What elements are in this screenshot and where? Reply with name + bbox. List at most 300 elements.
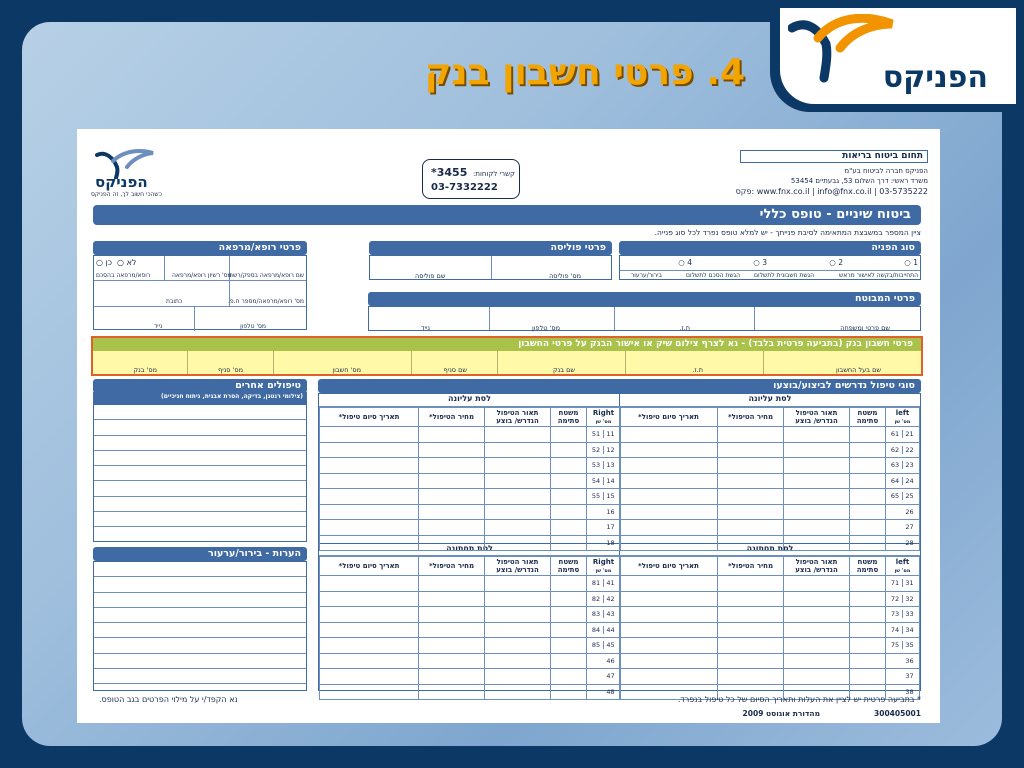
dentist-license-label: מס' רשיון רופא/מרפאה <box>172 272 232 279</box>
tooth-row <box>620 442 920 458</box>
tooth-number-cell <box>886 504 920 520</box>
treatment-input-cell[interactable] <box>784 638 850 654</box>
tooth-number: 38 <box>905 687 914 696</box>
lower-right-teeth-table <box>319 556 621 700</box>
primary-tooth-number: 51 <box>590 430 604 438</box>
treatment-input-cell[interactable] <box>551 576 587 592</box>
treatment-input-cell[interactable] <box>419 427 485 443</box>
right-title: Right <box>592 409 615 417</box>
bank-account-field[interactable] <box>273 351 411 374</box>
tooth-row <box>620 638 920 654</box>
treatment-input-cell[interactable] <box>320 591 419 607</box>
dentist-name-label: שם רופא/מרפאה בספק/רשת <box>229 272 304 279</box>
bank-number-field[interactable] <box>93 351 187 374</box>
treatment-input-cell[interactable] <box>784 473 850 489</box>
form-tagline: כשהכי חשוב לך, זה הפניקס <box>91 191 162 198</box>
tooth-number-cell <box>587 669 621 685</box>
tooth-row <box>320 458 621 474</box>
request-option-2[interactable]: 2 ○ <box>829 258 843 267</box>
treatment-input-cell[interactable] <box>718 489 784 505</box>
treatment-input-cell[interactable] <box>320 442 419 458</box>
tooth-number: 41 <box>606 579 615 588</box>
treatment-input-cell[interactable] <box>718 473 784 489</box>
tooth-number: 12 <box>606 445 615 454</box>
treatment-input-cell[interactable] <box>320 427 419 443</box>
tooth-row <box>320 427 621 443</box>
bank-owner-field[interactable] <box>763 351 921 374</box>
tooth-number: 44 <box>606 625 615 634</box>
request-option-4[interactable]: 4 ○ <box>678 258 692 267</box>
tooth-number: 13 <box>606 461 615 470</box>
left-title: left <box>895 409 910 417</box>
tooth-number-cell <box>886 520 920 536</box>
treatment-input-cell[interactable] <box>784 489 850 505</box>
treatment-input-cell[interactable] <box>320 458 419 474</box>
bank-name-field[interactable] <box>497 351 625 374</box>
treatment-input-cell[interactable] <box>784 458 850 474</box>
tooth-row <box>320 638 621 654</box>
treatment-input-cell[interactable] <box>551 535 587 551</box>
treatment-input-cell[interactable] <box>419 473 485 489</box>
treatment-input-cell[interactable] <box>419 576 485 592</box>
treatment-input-cell[interactable] <box>620 442 718 458</box>
col-surfaces: משטח סתימה <box>850 557 886 576</box>
bank-section-highlight <box>91 336 923 376</box>
primary-tooth-number: 55 <box>590 492 604 500</box>
phone-label: קשרי לקוחות: <box>473 170 515 178</box>
policy-name-label: שם פוליסה <box>415 272 446 280</box>
primary-tooth-number: 62 <box>889 446 903 454</box>
bank-id-label: ת.ז. <box>692 366 703 374</box>
bank-number-label: מס' בנק <box>133 366 157 374</box>
treatment-input-cell[interactable] <box>485 591 551 607</box>
tooth-number: 21 <box>905 430 914 439</box>
insured-name-label: שם פרטי ומשפחה <box>840 324 890 332</box>
treatment-input-cell[interactable] <box>784 442 850 458</box>
tooth-number: 22 <box>905 445 914 454</box>
tooth-number: 14 <box>606 476 615 485</box>
treatment-input-cell[interactable] <box>784 607 850 623</box>
treatment-input-cell[interactable] <box>320 684 419 700</box>
treatment-input-cell[interactable] <box>850 473 886 489</box>
treatment-input-cell[interactable] <box>718 638 784 654</box>
tooth-number-cell <box>886 458 920 474</box>
claim-form <box>77 129 940 723</box>
policy-header: פרטי פוליסה <box>369 241 612 255</box>
tooth-number: 26 <box>905 507 914 516</box>
lower-jaw-label-left: לסת תחתונה <box>319 543 620 556</box>
col-price: מחיר הטיפול* <box>718 557 784 576</box>
phone-long: 03-7332222 <box>431 182 498 193</box>
col-date: תאריך סיום טיפול* <box>320 557 419 576</box>
treatment-input-cell[interactable] <box>485 504 551 520</box>
primary-tooth-number: 72 <box>889 595 903 603</box>
tooth-number-cell <box>886 576 920 592</box>
col-description: תאור הטיפול הנדרש/ בוצע <box>784 408 850 427</box>
treatment-input-cell[interactable] <box>485 669 551 685</box>
bank-branch-number-field[interactable] <box>187 351 273 374</box>
treatment-input-cell[interactable] <box>784 535 850 551</box>
dentist-network-toggle[interactable]: לא ○ כן ○ <box>96 258 137 267</box>
col-description: תאור הטיפול הנדרש/ בוצע <box>485 557 551 576</box>
tooth-number-cell <box>886 638 920 654</box>
col-date: תאריך סיום טיפול* <box>320 408 419 427</box>
treatment-input-cell[interactable] <box>419 684 485 700</box>
col-description: תאור הטיפול הנדרש/ בוצע <box>784 557 850 576</box>
treatment-input-cell[interactable] <box>718 442 784 458</box>
treatment-input-cell[interactable] <box>551 504 587 520</box>
treatment-input-cell[interactable] <box>320 535 419 551</box>
logo-text: הפניקס <box>882 60 988 95</box>
insured-phone-label: מס' טלפון <box>532 324 560 332</box>
primary-tooth-number: 85 <box>590 641 604 649</box>
treatment-input-cell[interactable] <box>320 622 419 638</box>
treatment-input-cell[interactable] <box>620 520 718 536</box>
tooth-row <box>320 473 621 489</box>
contact-line: www.fnx.co.il | info@fnx.co.il | 03-5735222 :פקס <box>735 187 928 196</box>
primary-tooth-number: 63 <box>889 461 903 469</box>
insured-mobile-label: נייד <box>420 324 430 332</box>
treatment-input-cell[interactable] <box>718 427 784 443</box>
treatment-input-cell[interactable] <box>485 520 551 536</box>
treatment-input-cell[interactable] <box>784 591 850 607</box>
treatment-input-cell[interactable] <box>850 622 886 638</box>
tooth-number: 33 <box>905 610 914 619</box>
treatment-input-cell[interactable] <box>485 535 551 551</box>
treatment-input-cell[interactable] <box>850 576 886 592</box>
tooth-number-cell <box>587 535 621 551</box>
tooth-number-cell <box>587 638 621 654</box>
treatment-input-cell[interactable] <box>320 638 419 654</box>
treatment-input-cell[interactable] <box>485 458 551 474</box>
treatment-input-cell[interactable] <box>850 653 886 669</box>
treatment-input-cell[interactable] <box>485 473 551 489</box>
treatment-input-cell[interactable] <box>320 473 419 489</box>
bank-account-label: מס' חשבון <box>332 366 361 374</box>
treatment-input-cell[interactable] <box>718 520 784 536</box>
tooth-number-cell <box>587 576 621 592</box>
request-type-box <box>619 255 921 280</box>
tooth-number: 46 <box>606 656 615 665</box>
slide-title: 4. פרטי חשבון בנק <box>424 52 745 93</box>
bank-branch-number-label: מס' סניף <box>218 366 243 374</box>
tooth-row <box>320 684 621 700</box>
upper-left-teeth-table <box>619 407 920 551</box>
treatment-input-cell[interactable] <box>419 669 485 685</box>
domain-box: תחום ביטוח בריאות <box>740 150 928 163</box>
tooth-row <box>320 576 621 592</box>
request-option-1[interactable]: 1 ○ <box>904 258 918 267</box>
treatment-input-cell[interactable] <box>718 622 784 638</box>
treatment-input-cell[interactable] <box>320 504 419 520</box>
treatment-input-cell[interactable] <box>850 442 886 458</box>
col-price: מחיר הטיפול* <box>718 408 784 427</box>
treatment-input-cell[interactable] <box>485 489 551 505</box>
tooth-number: 27 <box>905 523 914 532</box>
treatment-input-cell[interactable] <box>620 607 718 623</box>
treatment-input-cell[interactable] <box>718 504 784 520</box>
tooth-row <box>320 520 621 536</box>
treatments-box <box>318 393 921 696</box>
treatment-input-cell[interactable] <box>551 489 587 505</box>
treatment-input-cell[interactable] <box>320 520 419 536</box>
tooth-row <box>320 442 621 458</box>
tooth-row <box>620 576 920 592</box>
treatment-input-cell[interactable] <box>419 622 485 638</box>
footer-note: * בתביעה פרטית יש לציין את העלות ותאריך הסיום של כל טיפול בנפרד. <box>677 695 921 704</box>
treatment-input-cell[interactable] <box>718 607 784 623</box>
tooth-number: 15 <box>606 492 615 501</box>
tooth-no-label: מס' שן <box>595 568 612 574</box>
treatment-input-cell[interactable] <box>784 576 850 592</box>
treatment-input-cell[interactable] <box>320 489 419 505</box>
tooth-row <box>620 427 920 443</box>
treatment-input-cell[interactable] <box>850 669 886 685</box>
col-surfaces: משטח סתימה <box>551 557 587 576</box>
col-date: תאריך סיום טיפול* <box>620 557 718 576</box>
treatment-input-cell[interactable] <box>551 607 587 623</box>
tooth-row <box>620 504 920 520</box>
tooth-number-cell <box>587 653 621 669</box>
treatment-input-cell[interactable] <box>850 489 886 505</box>
tooth-number-cell <box>587 520 621 536</box>
treatment-input-cell[interactable] <box>485 427 551 443</box>
treatment-input-cell[interactable] <box>551 473 587 489</box>
tooth-no-label: מס' שן <box>595 419 612 425</box>
tooth-row <box>320 607 621 623</box>
tooth-row <box>620 591 920 607</box>
treatment-input-cell[interactable] <box>551 458 587 474</box>
treatment-input-cell[interactable] <box>419 489 485 505</box>
treatment-input-cell[interactable] <box>784 427 850 443</box>
tooth-no-label: מס' שן <box>894 568 911 574</box>
col-description: תאור הטיפול הנדרש/ בוצע <box>485 408 551 427</box>
treatment-input-cell[interactable] <box>485 607 551 623</box>
tooth-number: 37 <box>905 672 914 681</box>
right-header <box>587 557 621 576</box>
lower-jaw-label-right: לסת תחתונה <box>619 543 920 556</box>
other-treatments-subtitle: (צילומי רנטגן, בדיקה, הסרת אבנית, ניתוח חניכיים) <box>93 392 307 404</box>
dentist-no-label: לא <box>126 258 137 267</box>
treatment-input-cell[interactable] <box>620 473 718 489</box>
tooth-row <box>320 653 621 669</box>
tooth-number: 35 <box>905 641 914 650</box>
request-option-3[interactable]: 3 ○ <box>753 258 767 267</box>
tooth-row <box>620 473 920 489</box>
treatment-input-cell[interactable] <box>419 535 485 551</box>
treatment-input-cell[interactable] <box>620 653 718 669</box>
treatment-input-cell[interactable] <box>320 607 419 623</box>
treatment-input-cell[interactable] <box>320 576 419 592</box>
policy-number-label: מס' פוליסה <box>549 272 581 280</box>
tooth-row <box>320 669 621 685</box>
treatment-input-cell[interactable] <box>850 520 886 536</box>
primary-tooth-number: 61 <box>889 430 903 438</box>
primary-tooth-number: 65 <box>889 492 903 500</box>
treatment-input-cell[interactable] <box>485 442 551 458</box>
tooth-number: 17 <box>606 523 615 532</box>
policy-box <box>369 255 612 280</box>
treatment-input-cell[interactable] <box>551 591 587 607</box>
treatment-input-cell[interactable] <box>620 504 718 520</box>
dentist-phone-label: מס' טלפון <box>240 323 266 330</box>
treatment-input-cell[interactable] <box>620 535 718 551</box>
dentist-id-label: מס' רופא/מרפאה/מספר ח.פ. <box>228 298 304 305</box>
treatment-input-cell[interactable] <box>485 576 551 592</box>
treatment-input-cell[interactable] <box>850 535 886 551</box>
tooth-number: 32 <box>905 594 914 603</box>
col-price: מחיר הטיפול* <box>419 408 485 427</box>
treatment-input-cell[interactable] <box>419 442 485 458</box>
primary-tooth-number: 71 <box>889 579 903 587</box>
treatment-input-cell[interactable] <box>551 684 587 700</box>
right-title: Right <box>592 558 615 566</box>
tooth-number-cell <box>587 591 621 607</box>
treatment-input-cell[interactable] <box>620 427 718 443</box>
treatment-input-cell[interactable] <box>850 427 886 443</box>
dentist-network-label: רופא/מרפאה בהסכם <box>96 272 151 279</box>
treatment-input-cell[interactable] <box>551 638 587 654</box>
tooth-row <box>620 653 920 669</box>
left-header <box>886 408 920 427</box>
treatment-input-cell[interactable] <box>850 638 886 654</box>
treatment-input-cell[interactable] <box>718 535 784 551</box>
tooth-number-cell <box>886 591 920 607</box>
treatment-input-cell[interactable] <box>850 458 886 474</box>
treatment-input-cell[interactable] <box>419 520 485 536</box>
tooth-number: 47 <box>606 672 615 681</box>
treatment-input-cell[interactable] <box>620 576 718 592</box>
treatment-input-cell[interactable] <box>620 489 718 505</box>
primary-tooth-number: 82 <box>590 595 604 603</box>
tooth-row <box>320 591 621 607</box>
treatment-input-cell[interactable] <box>784 504 850 520</box>
primary-tooth-number: 83 <box>590 610 604 618</box>
treatment-input-cell[interactable] <box>784 622 850 638</box>
bank-fields <box>93 351 921 374</box>
treatment-input-cell[interactable] <box>485 684 551 700</box>
request-option-label-4: בירור/ערעור <box>630 272 662 279</box>
treatment-input-cell[interactable] <box>485 638 551 654</box>
treatment-input-cell[interactable] <box>850 607 886 623</box>
treatment-input-cell[interactable] <box>485 653 551 669</box>
treatment-input-cell[interactable] <box>551 442 587 458</box>
bank-branch-name-label: שם סניף <box>443 366 467 374</box>
tooth-number: 25 <box>905 492 914 501</box>
form-code: 300405001 <box>874 709 921 718</box>
treatment-input-cell[interactable] <box>784 653 850 669</box>
treatment-input-cell[interactable] <box>718 653 784 669</box>
tooth-number: 31 <box>905 579 914 588</box>
tooth-number: 42 <box>606 594 615 603</box>
tooth-number: 11 <box>606 430 615 439</box>
bank-id-field[interactable] <box>625 351 763 374</box>
treatment-input-cell[interactable] <box>620 622 718 638</box>
insured-id-label: ת.ז. <box>679 324 690 332</box>
treatment-input-cell[interactable] <box>551 653 587 669</box>
tooth-number: 45 <box>606 641 615 650</box>
notes-lines[interactable] <box>93 561 307 691</box>
treatment-input-cell[interactable] <box>320 669 419 685</box>
company-line: הפניקס חברה לביטוח בע"מ <box>844 167 928 175</box>
treatment-input-cell[interactable] <box>419 458 485 474</box>
treatment-input-cell[interactable] <box>551 520 587 536</box>
tooth-number-cell <box>587 607 621 623</box>
bank-branch-name-field[interactable] <box>411 351 497 374</box>
request-option-label-1: התחייבות/בקשה לאישור מראש <box>838 272 918 279</box>
tooth-number: 34 <box>905 625 914 634</box>
treatment-input-cell[interactable] <box>718 591 784 607</box>
treatment-input-cell[interactable] <box>419 607 485 623</box>
col-date: תאריך סיום טיפול* <box>620 408 718 427</box>
dentist-yes-label: כן <box>105 258 112 267</box>
main-title-bar: ביטוח שיניים - טופס כללי <box>93 205 921 225</box>
treatment-input-cell[interactable] <box>485 622 551 638</box>
treatment-input-cell[interactable] <box>419 653 485 669</box>
tooth-number-cell <box>886 607 920 623</box>
treatment-input-cell[interactable] <box>850 504 886 520</box>
tooth-number-cell <box>886 653 920 669</box>
dentist-box <box>93 255 307 330</box>
tooth-row <box>320 535 621 551</box>
tooth-number: 28 <box>905 538 914 547</box>
treatment-input-cell[interactable] <box>850 591 886 607</box>
treatment-input-cell[interactable] <box>551 622 587 638</box>
primary-tooth-number: 54 <box>590 477 604 485</box>
right-header <box>587 408 621 427</box>
tooth-number-cell <box>587 473 621 489</box>
treatment-input-cell[interactable] <box>620 638 718 654</box>
treatment-input-cell[interactable] <box>620 591 718 607</box>
col-surfaces: משטח סתימה <box>850 408 886 427</box>
tooth-number: 23 <box>905 461 914 470</box>
treatment-input-cell[interactable] <box>718 458 784 474</box>
lower-left-teeth-table <box>619 556 920 700</box>
primary-tooth-number: 64 <box>889 477 903 485</box>
primary-tooth-number: 73 <box>889 610 903 618</box>
phone-box <box>422 159 520 199</box>
treatment-input-cell[interactable] <box>620 458 718 474</box>
treatment-input-cell[interactable] <box>419 591 485 607</box>
phone-short: *3455 <box>431 166 468 179</box>
treatment-input-cell[interactable] <box>419 638 485 654</box>
treatment-input-cell[interactable] <box>718 576 784 592</box>
treatment-input-cell[interactable] <box>320 653 419 669</box>
dentist-address-label: כתובת <box>166 298 183 305</box>
treatment-input-cell[interactable] <box>551 427 587 443</box>
treatment-input-cell[interactable] <box>784 520 850 536</box>
treatment-input-cell[interactable] <box>718 669 784 685</box>
tooth-number-cell <box>886 442 920 458</box>
tooth-row <box>620 520 920 536</box>
primary-tooth-number: 52 <box>590 446 604 454</box>
other-treatments-lines[interactable] <box>93 404 307 542</box>
treatment-input-cell[interactable] <box>551 669 587 685</box>
notes-header: הערות - בירור/ערעור <box>93 547 307 561</box>
primary-tooth-number: 81 <box>590 579 604 587</box>
treatment-input-cell[interactable] <box>620 669 718 685</box>
tooth-number: 16 <box>606 507 615 516</box>
tooth-number: 43 <box>606 610 615 619</box>
request-option-label-3: הגשת הסכם לתשלום <box>686 272 740 279</box>
upper-jaw-label-left: לסת עליונה <box>319 394 620 407</box>
treatment-input-cell[interactable] <box>419 504 485 520</box>
tooth-row <box>620 669 920 685</box>
tooth-row <box>320 504 621 520</box>
treatment-input-cell[interactable] <box>784 669 850 685</box>
left-header <box>886 557 920 576</box>
footer-reminder: נא הקפד/י על מילוי הפרטים בגב הטופס. <box>99 695 238 704</box>
